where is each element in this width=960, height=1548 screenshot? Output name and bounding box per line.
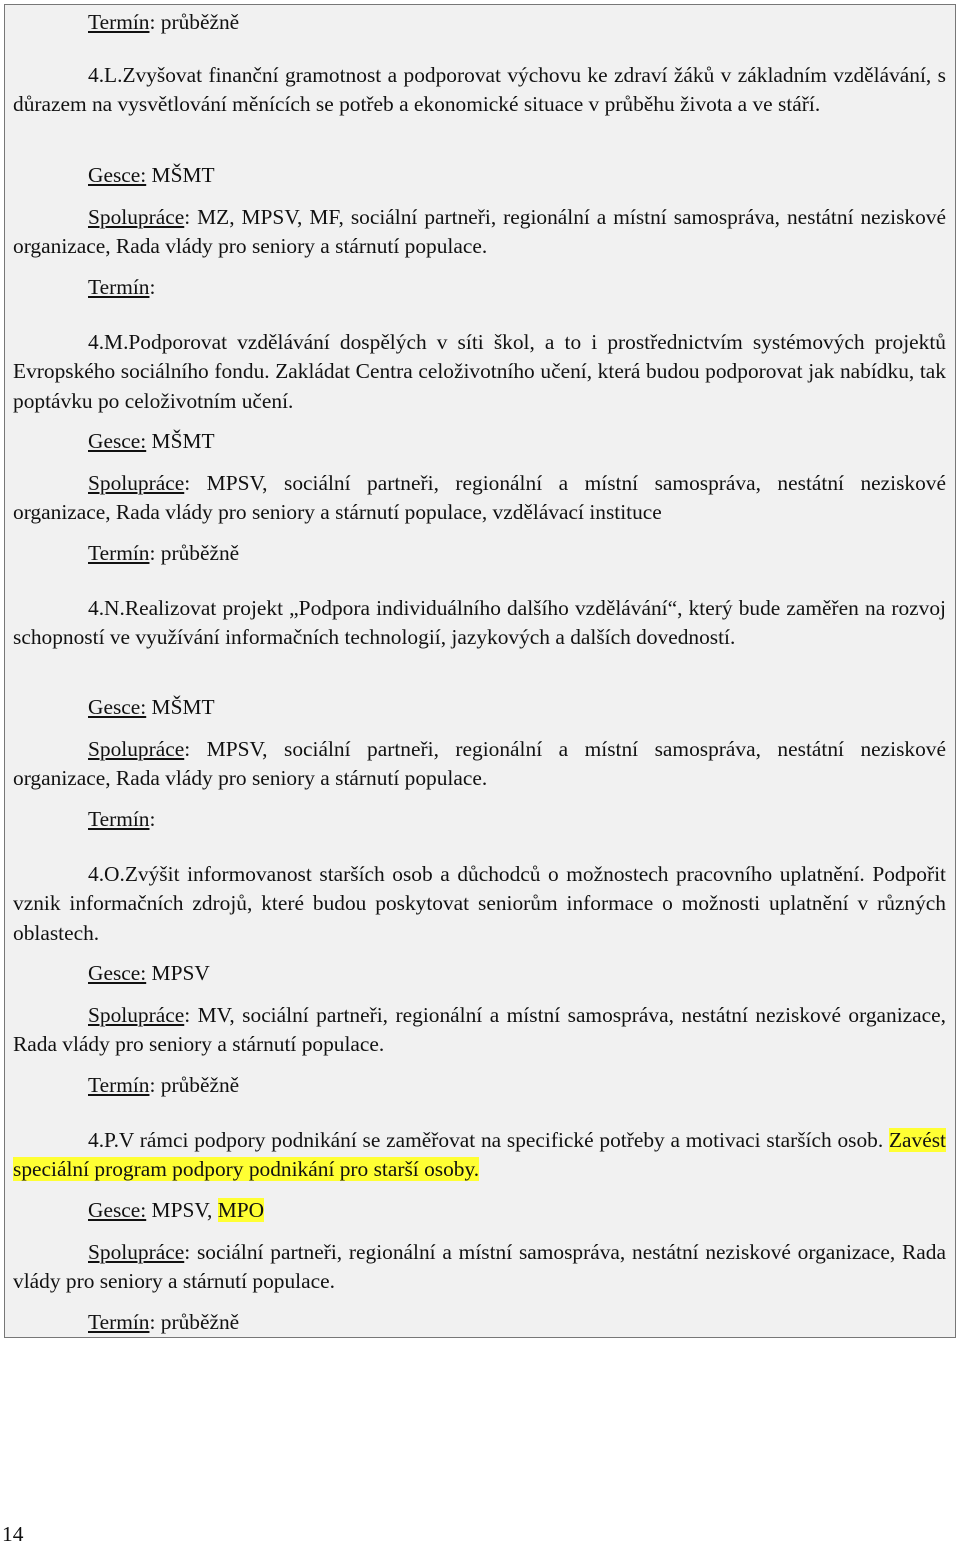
section-4m-termin: Termín: průběžně [88,541,240,565]
section-4l-termin: Termín: [88,275,156,299]
page-number: 14 [2,1522,24,1546]
section-4p-gesce: Gesce: MPSV, MPO [88,1198,265,1222]
section-4l-text: 4.L.Zvyšovat finanční gramotnost a podporovat výchovu ke zdraví žáků v základním vzdělávání, s důrazem na vysvětlování měnících se potřeb a ekonomické situace v průběhu života a ve stáří. [13,63,946,117]
section-4m-text: 4.M.Podporovat vzdělávání dospělých v síti škol, a to i prostřednictvím systémových projektů Evropského sociálního fondu. Zakládat Centra celoživotního učení, která budou podporovat jak nabídku, tak poptávku po celoživotním učení. [13,330,946,413]
section-4n-text: 4.N.Realizovat projekt „Podpora individuálního dalšího vzdělávání“, který bude zaměřen na rozvoj schopností ve využívání informačních technologií, jazykových a dalších dovedností. [13,596,946,650]
section-4l-gesce: Gesce: MŠMT [88,163,215,187]
section-4l-spoluprace: Spolupráce: MZ, MPSV, MF, sociální partneři, regionální a místní samospráva, nestátní neziskové organizace, Rada vlády pro seniory a stárnutí populace. [13,205,946,259]
section-4o-gesce: Gesce: MPSV [88,961,210,985]
highlighted-mpo: MPO [217,1198,265,1222]
section-4m-spoluprace: Spolupráce: MPSV, sociální partneři, regionální a místní samospráva, nestátní neziskové organizace, Rada vlády pro seniory a stárnutí populace, vzdělávací instituce [13,471,946,525]
section-4o-spoluprace: Spolupráce: MV, sociální partneři, regionální a místní samospráva, nestátní neziskové organizace, Rada vlády pro seniory a stárnutí populace. [13,1003,946,1057]
section-4o-text: 4.O.Zvýšit informovanost starších osob a důchodců o možnostech pracovního uplatnění. Podpořit vznik informačních zdrojů, které budou poskytovat seniorům informace o možnosti uplatnění v různých oblastech. [13,862,946,945]
section-4p-spoluprace: Spolupráce: sociální partneři, regionální a místní samospráva, nestátní neziskové organizace, Rada vlády pro seniory a stárnutí populace. [13,1240,946,1294]
section-4n-gesce: Gesce: MŠMT [88,695,215,719]
highlighted-text: Zavést speciální program podpory podnikání pro starší osoby. [13,1128,946,1182]
termin-line-top: Termín: průběžně [88,10,240,34]
section-4o-termin: Termín: průběžně [88,1073,240,1097]
section-4n-spoluprace: Spolupráce: MPSV, sociální partneři, regionální a místní samospráva, nestátní neziskové organizace, Rada vlády pro seniory a stárnutí populace. [13,737,946,791]
section-4p-text: 4.P.V rámci podpory podnikání se zaměřovat na specifické potřeby a motivaci starších osob. Zavést speciální program podpory podnikání pro starší osoby. [13,1128,946,1182]
section-4p-termin: Termín: průběžně [88,1310,240,1334]
section-4m-gesce: Gesce: MŠMT [88,429,215,453]
section-4n-termin: Termín: [88,807,156,831]
